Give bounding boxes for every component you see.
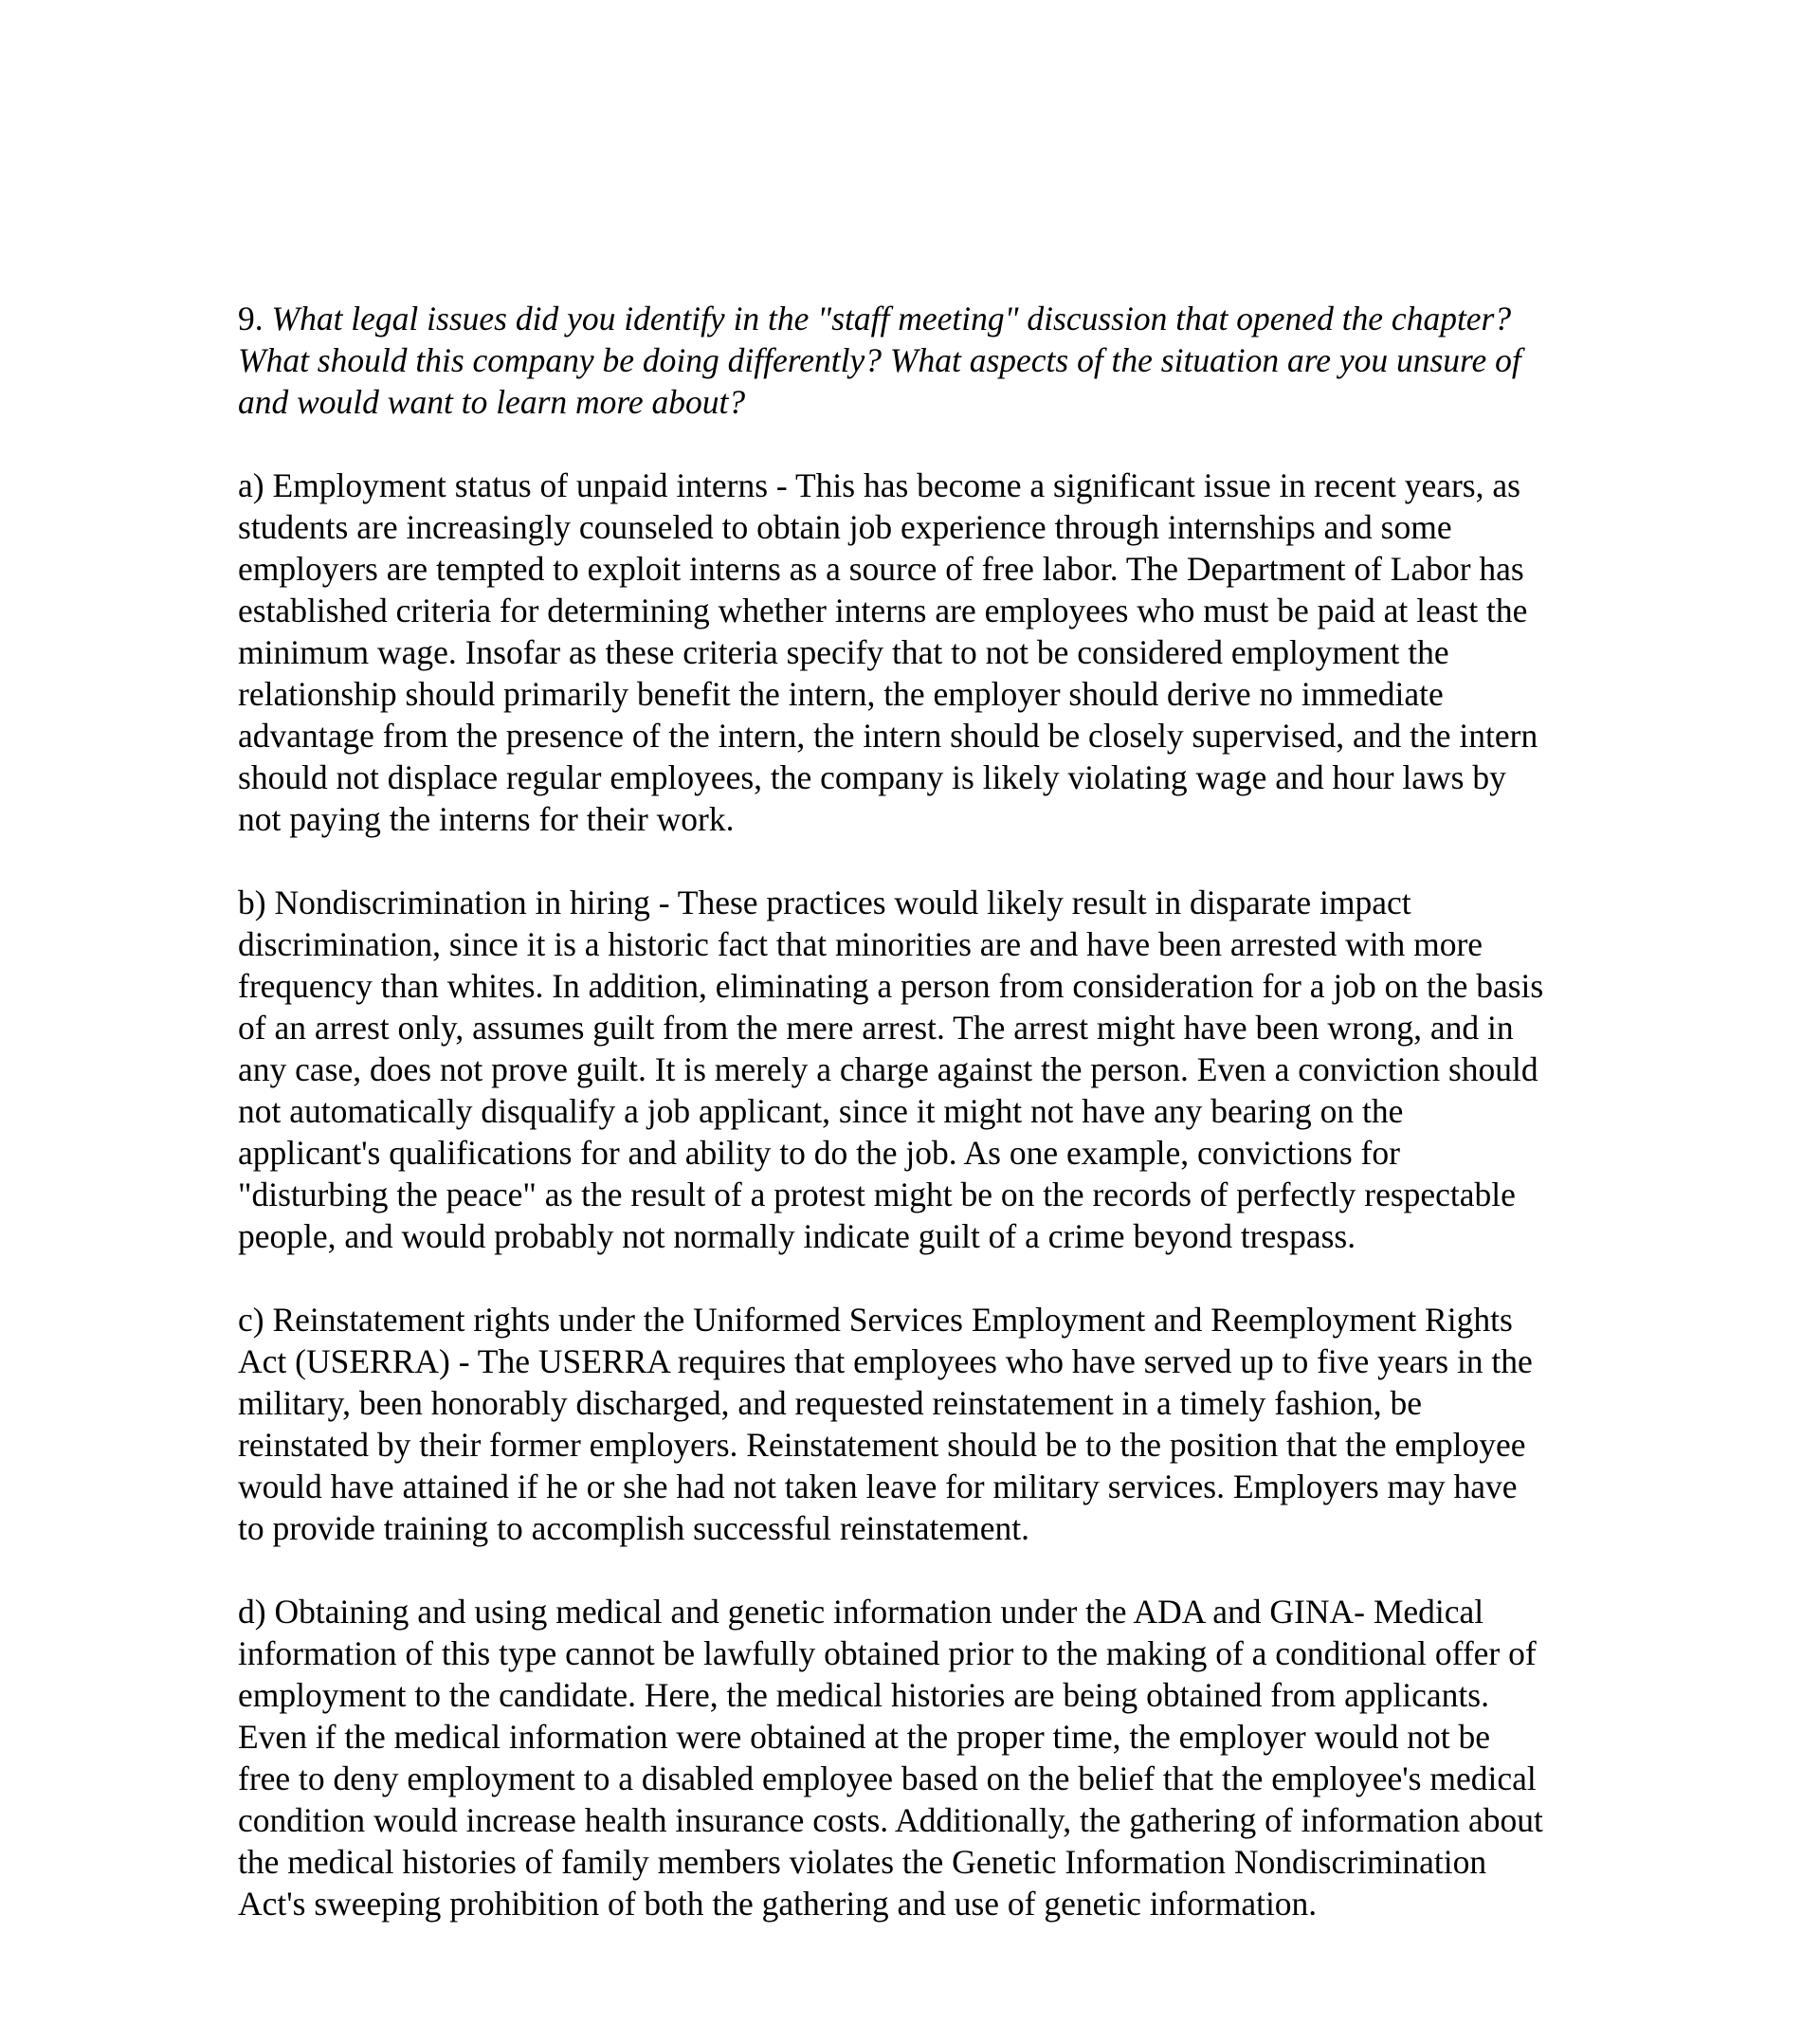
answer-a-paragraph: a) Employment status of unpaid interns - This has become a significant issue in recent years, as students are increasingly counseled to obtain job experience through internships and some employers are tempted to exploit interns as a source of free labor. The Department of Labor has established criteria for determining whether interns are employees who must be paid at least the minimum wage. Insofar as these criteria specify that to not be considered employment the relationship should primarily benefit the intern, the employer should derive no immediate advantage from the presence of the intern, the intern should be closely supervised, and the intern should not displace regular employees, the company is likely violating wage and hour laws by not paying the interns for their work. (238, 466, 1538, 838)
answer-c-paragraph: c) Reinstatement rights under the Uniformed Services Employment and Reemployment Rights Act (USERRA) - The USERRA requires that employees who have served up to five years in the military, been honorably discharged, and requested reinstatement in a timely fashion, be reinstated by their former employers. Reinstatement should be to the position that the employee would have attained if he or she had not taken leave for military services. Employers may have to provide training to accomplish successful reinstatement. (238, 1301, 1533, 1547)
answer-b-paragraph: b) Nondiscrimination in hiring - These practices would likely result in disparate impact discrimination, since it is a historic fact that minorities are and have been arrested with more frequency than whites. In addition, eliminating a person from consideration for a job on the basis of an arrest only, assumes guilt from the mere arrest. The arrest might have been wrong, and in any case, does not prove guilt. It is merely a charge against the person. Even a conviction should not automatically disqualify a job applicant, since it might not have any bearing on the applicant's qualifications for and ability to do the job. As one example, convictions for "disturbing the peace" as the result of a protest might be on the records of perfectly respectable people, and would probably not normally indicate guilt of a crime beyond trespass. (238, 884, 1544, 1255)
answer-d-paragraph: d) Obtaining and using medical and genetic information under the ADA and GINA- Medical information of this type cannot be lawfully obtained prior to the making of a conditional offer of employment to the candidate. Here, the medical histories are being obtained from applicants. Even if the medical information were obtained at the proper time, the employer would not be free to deny employment to a disabled employee based on the belief that the employee's medical condition would increase health insurance costs. Additionally, the gathering of information about the medical histories of family members violates the Genetic Information Nondiscrimination Act's sweeping prohibition of both the gathering and use of genetic information. (238, 1593, 1543, 1923)
document-body (238, 298, 1546, 1966)
question-9 (238, 298, 1546, 423)
question-number: 9. (238, 300, 272, 337)
question-text: What legal issues did you identify in the "staff meeting" discussion that opened the chapter? What should this company be doing differently? What aspects of the situation are you unsure of and would want to learn more about? (238, 300, 1521, 421)
